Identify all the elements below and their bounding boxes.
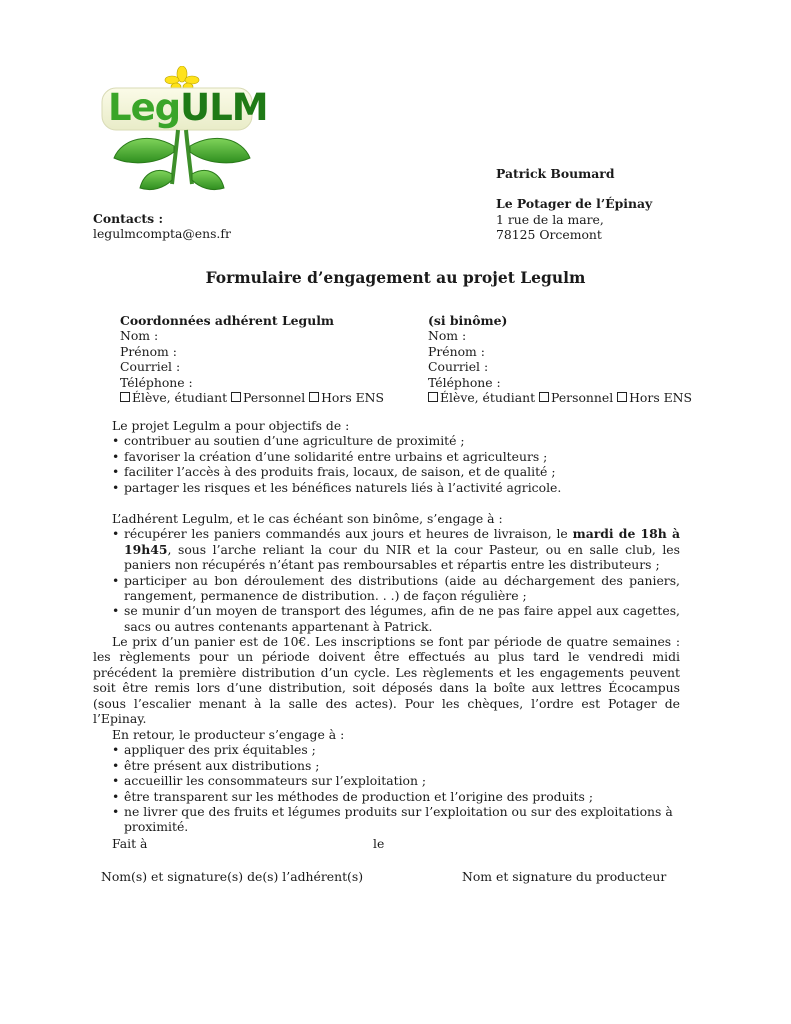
partner-field-courriel: Courriel :: [428, 359, 489, 375]
form-title: Formulaire d’engagement au projet Legulm: [205, 268, 586, 287]
list-item: • accueillir les consommateurs sur l’exploitation ;: [112, 773, 692, 788]
partner-checkbox-student[interactable]: [428, 392, 438, 402]
member-commitment-section: [112, 511, 680, 634]
partner-checkbox-external[interactable]: [617, 392, 627, 402]
member-field-nom: Nom :: [120, 328, 159, 344]
checkbox-student[interactable]: [120, 392, 130, 402]
producer-commitment-list: [112, 742, 692, 834]
list-item: • participer au bon déroulement des distributions (aide au déchargement des paniers, rangement, permanence de distribution. . .) de façon régulière ;: [112, 573, 680, 604]
list-item: • faciliter l’accès à des produits frais, locaux, de saison, et de qualité ;: [112, 464, 692, 479]
contacts: [93, 211, 231, 242]
list-item: • se munir d’un moyen de transport des légumes, afin de ne pas faire appel aux cagettes, sacs ou autres contenants appartenant à Patrick.: [112, 603, 680, 634]
partner-field-telephone: Téléphone :: [428, 374, 501, 390]
partner-checkbox-staff[interactable]: [539, 392, 549, 402]
member-field-prenom: Prénom :: [120, 343, 177, 359]
checkbox-external[interactable]: [309, 392, 319, 402]
commitment-item1-text-end: , sous l’arche reliant la cour du NIR et la cour Pasteur, ou en salle club, les paniers non récupérés n’étant pas remboursables et répartis entre les distributeurs ;: [124, 541, 680, 573]
partner-status-row: [428, 390, 728, 405]
member-field-courriel: Courriel :: [120, 359, 181, 375]
place-label: Fait à: [112, 836, 148, 851]
logo-leg-text: Leg: [108, 86, 181, 129]
list-item: • contribuer au soutien d’une agriculture de proximité ;: [112, 433, 692, 448]
producer-commitment-section: [112, 727, 692, 835]
delivery-time: mardi de 18h à 19h45: [124, 526, 680, 557]
status-external-label: Hors ENS: [321, 390, 384, 406]
partner-status-student-label: Élève, étudiant: [440, 390, 536, 406]
producer-address: [496, 166, 652, 243]
partner-field-nom: Nom :: [428, 328, 467, 344]
objectives-list: [112, 433, 692, 495]
member-field-telephone: Téléphone :: [120, 374, 193, 390]
partner-coordinates: [428, 313, 728, 405]
checkbox-staff[interactable]: [231, 392, 241, 402]
list-item: • partager les risques et les bénéfices naturels liés à l’activité agricole.: [112, 480, 692, 495]
contact-email: legulmcompta@ens.fr: [93, 226, 231, 242]
producer-address-line1: 1 rue de la mare,: [496, 211, 604, 227]
list-item: [112, 526, 680, 572]
list-item: • ne livrer que des fruits et légumes produits sur l’exploitation ou sur des exploitations à proximité.: [112, 804, 692, 835]
member-commitment-list: [112, 526, 680, 634]
producer-farm: Le Potager de l’Épinay: [496, 196, 653, 212]
commitment-item1-text: récupérer les paniers commandés aux jours et heures de livraison, le: [124, 526, 573, 542]
objectives-intro: Le projet Legulm a pour objectifs de :: [112, 418, 350, 433]
producer-commitment-intro: En retour, le producteur s’engage à :: [112, 727, 345, 742]
status-staff-label: Personnel: [243, 390, 306, 406]
objectives-section: [112, 418, 692, 495]
partner-status-staff-label: Personnel: [551, 390, 614, 406]
date-label: le: [373, 836, 385, 851]
status-student-label: Élève, étudiant: [132, 390, 228, 406]
member-coordinates: [120, 313, 410, 405]
list-item: • favoriser la création d’une solidarité entre urbains et agriculteurs ;: [112, 449, 692, 464]
producer-name: Patrick Boumard: [496, 166, 615, 181]
price-paragraph: Le prix d’un panier est de 10€. Les inscriptions se font par période de quatre semaines : les règlements pour un période doivent être effectués au plus tard le vendredi midi précédent la première distribution d’un cycle. Les règlements et les engagements peuvent soit être remis lors d’une distribution, soit déposés dans la boîte aux lettres Écocampus (sous l’escalier menant à la salle des actes). Pour les chèques, l’ordre est Potager de l’Epinay.: [93, 634, 680, 727]
list-item: • être transparent sur les méthodes de production et l’origine des produits ;: [112, 789, 692, 804]
member-signature-label: Nom(s) et signature(s) de(s) l’adhérent(s): [101, 869, 364, 884]
partner-field-prenom: Prénom :: [428, 343, 485, 359]
member-commitment-intro: L’adhérent Legulm, et le cas échéant son binôme, s’engage à :: [112, 511, 503, 526]
logo-ulm-text: ULM: [180, 86, 268, 129]
member-status-row: [120, 390, 410, 405]
producer-address-line2: 78125 Orcemont: [496, 227, 602, 243]
partner-heading: (si binôme): [428, 313, 508, 328]
logo-wordmark: [108, 88, 268, 128]
list-item: • appliquer des prix équitables ;: [112, 742, 692, 757]
producer-signature-label: Nom et signature du producteur: [462, 869, 667, 884]
member-heading: Coordonnées adhérent Legulm: [120, 313, 335, 328]
partner-status-external-label: Hors ENS: [629, 390, 692, 406]
contacts-label: Contacts :: [93, 211, 164, 226]
list-item: • être présent aux distributions ;: [112, 758, 692, 773]
